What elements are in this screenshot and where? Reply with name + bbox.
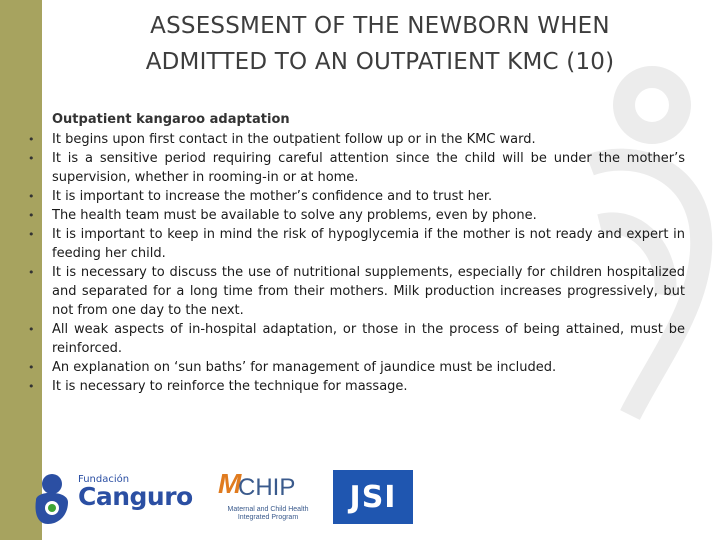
canguro-tagline: Fundación <box>78 474 130 485</box>
title-line-1: ASSESSMENT OF THE NEWBORN WHEN <box>150 13 610 39</box>
bullet-item: • It is important to keep in mind the risk of hypoglycemia if the mother is not ready and expert in feeding her child. <box>52 225 685 263</box>
jsi-logo: JSI <box>333 470 413 524</box>
bullet-item: • It is necessary to discuss the use of nutritional supplements, especially for children hospitalized and separated for a long time from their mothers. Milk production increases progressively, but not from one day to the next. <box>52 263 685 320</box>
mchip-name: CHIP <box>238 474 296 501</box>
mchip-mark: M <box>218 468 242 499</box>
bullet-item: • An explanation on ‘sun baths’ for management of jaundice must be included. <box>52 358 685 377</box>
side-accent-bar <box>0 0 42 540</box>
kangaroo-icon <box>28 470 74 526</box>
bullet-item: • It is important to increase the mother’s confidence and to trust her. <box>52 187 685 206</box>
fundacion-canguro-logo <box>28 470 193 528</box>
sponsor-logos <box>28 468 478 530</box>
bullet-list <box>52 130 685 396</box>
mchip-logo <box>218 468 318 528</box>
slide-title <box>60 8 700 80</box>
canguro-name: Canguro <box>78 482 193 511</box>
bullet-item: • The health team must be available to solve any problems, even by phone. <box>52 206 685 225</box>
title-line-2: ADMITTED TO AN OUTPATIENT KMC (10) <box>145 49 615 75</box>
bullet-item: • It begins upon first contact in the outpatient follow up or in the KMC ward. <box>52 130 685 149</box>
mchip-subtitle: Maternal and Child Health Integrated Program <box>227 506 309 521</box>
bullet-item: • It is necessary to reinforce the technique for massage. <box>52 377 685 396</box>
slide-content <box>52 110 685 396</box>
bullet-item: • All weak aspects of in-hospital adaptation, or those in the process of being attained, must be reinforced. <box>52 320 685 358</box>
section-subheading: Outpatient kangaroo adaptation <box>52 112 290 127</box>
bullet-item: • It is a sensitive period requiring careful attention since the child will be under the mother’s supervision, whether in rooming-in or at home. <box>52 149 685 187</box>
